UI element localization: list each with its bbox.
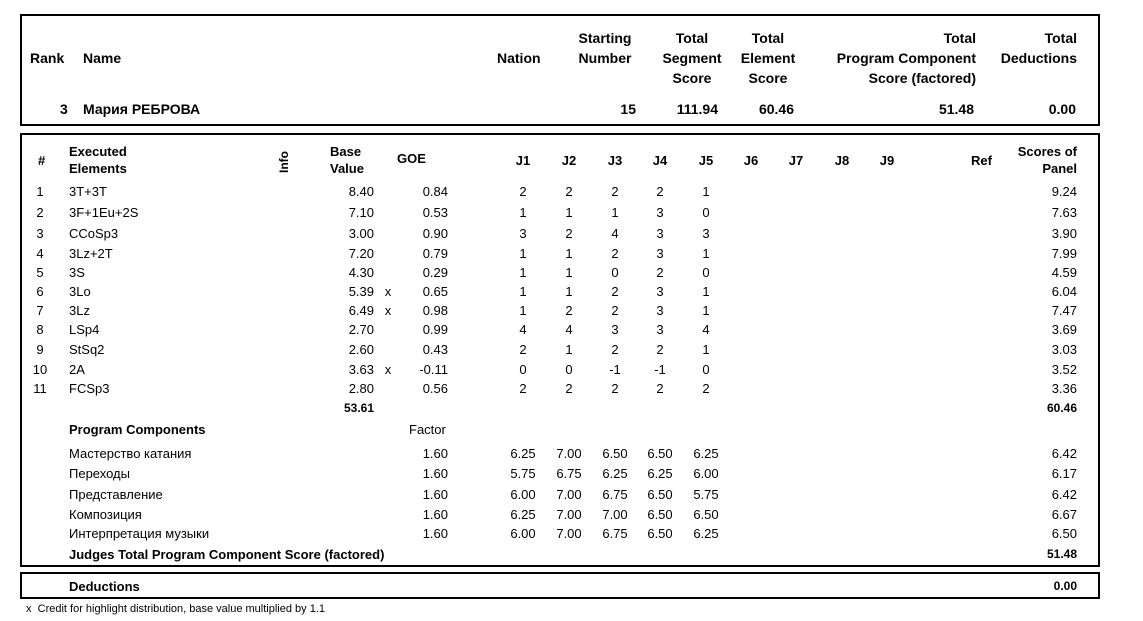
element-base-value: 6.49 <box>348 303 374 318</box>
element-judge-score: 3 <box>656 246 664 261</box>
element-highlight-mark: x <box>384 362 392 377</box>
col-header-j5: J5 <box>698 153 714 168</box>
deductions-label: Deductions <box>69 579 140 594</box>
component-judge-score: 6.00 <box>510 487 536 502</box>
program-components-title: Program Components <box>69 422 206 437</box>
element-number: 6 <box>36 284 44 299</box>
element-judge-score: 1 <box>702 303 710 318</box>
element-name: 3Lz+2T <box>69 246 113 261</box>
element-judge-score: 1 <box>519 303 527 318</box>
element-judge-score: 4 <box>702 322 710 337</box>
element-panel-score: 7.47 <box>1051 303 1077 318</box>
element-judge-score: 2 <box>565 381 573 396</box>
col-header-ref: Ref <box>971 153 992 168</box>
component-judge-score: 7.00 <box>556 487 582 502</box>
element-goe: 0.99 <box>422 322 448 337</box>
element-judge-score: 1 <box>611 205 619 220</box>
element-judge-score: 0 <box>702 362 710 377</box>
element-judge-score: 2 <box>611 381 619 396</box>
element-panel-score: 3.69 <box>1051 322 1077 337</box>
element-base-value: 3.63 <box>348 362 374 377</box>
component-panel-score: 6.42 <box>1051 446 1077 461</box>
element-highlight-mark: x <box>384 284 392 299</box>
component-name: Представление <box>69 487 163 502</box>
footnote <box>26 603 325 615</box>
component-judge-score: 6.50 <box>602 446 628 461</box>
header-nation: Nation <box>497 50 541 66</box>
element-judge-score: 2 <box>656 265 664 280</box>
element-judge-score: 0 <box>702 265 710 280</box>
component-judge-score: 6.50 <box>693 507 719 522</box>
element-panel-score: 3.03 <box>1051 342 1077 357</box>
element-judge-score: 1 <box>702 342 710 357</box>
element-goe: 0.53 <box>422 205 448 220</box>
total-base-value: 53.61 <box>343 401 374 415</box>
col-header-info: Info <box>277 151 291 173</box>
element-judge-score: 3 <box>656 226 664 241</box>
element-goe: 0.98 <box>422 303 448 318</box>
element-name: 3T+3T <box>69 184 107 199</box>
element-goe: 0.84 <box>422 184 448 199</box>
element-judge-score: 2 <box>611 184 619 199</box>
skater-total-segment-score: 111.94 <box>676 101 718 117</box>
element-panel-score: 9.24 <box>1051 184 1077 199</box>
element-number: 2 <box>36 205 44 220</box>
element-number: 7 <box>36 303 44 318</box>
col-header-num: # <box>38 153 46 168</box>
element-judge-score: 1 <box>702 284 710 299</box>
element-base-value: 7.20 <box>348 246 374 261</box>
element-name: CCoSp3 <box>69 226 119 241</box>
skater-rank: 3 <box>60 101 68 117</box>
component-factor: 1.60 <box>422 526 448 541</box>
element-judge-score: 0 <box>519 362 527 377</box>
element-name: 3Lz <box>69 303 90 318</box>
element-number: 1 <box>36 184 44 199</box>
element-panel-score: 6.04 <box>1051 284 1077 299</box>
element-judge-score: 0 <box>565 362 573 377</box>
col-header-j7: J7 <box>788 153 804 168</box>
col-header-base-value: Base Value <box>330 144 364 176</box>
element-judge-score: 2 <box>519 342 527 357</box>
element-judge-score: 1 <box>565 342 573 357</box>
total-scores-of-panel: 60.46 <box>1046 401 1077 415</box>
col-header-j1: J1 <box>515 153 531 168</box>
element-judge-score: 2 <box>611 284 619 299</box>
col-header-executed-elements: Executed Elements <box>69 144 127 176</box>
component-factor: 1.60 <box>422 466 448 481</box>
element-base-value: 8.40 <box>348 184 374 199</box>
component-panel-score: 6.42 <box>1051 487 1077 502</box>
footnote-mark: x <box>26 603 32 615</box>
component-name: Интерпретация музыки <box>69 526 210 541</box>
component-judge-score: 6.50 <box>647 487 673 502</box>
element-name: 2A <box>69 362 85 377</box>
element-goe: 0.29 <box>422 265 448 280</box>
element-goe: 0.56 <box>422 381 448 396</box>
element-judge-score: 4 <box>519 322 527 337</box>
element-judge-score: 0 <box>702 205 710 220</box>
element-judge-score: 2 <box>565 303 573 318</box>
element-judge-score: 1 <box>519 205 527 220</box>
skater-total-program-component-score: 51.48 <box>938 101 974 117</box>
component-judge-score: 6.25 <box>510 507 536 522</box>
element-base-value: 4.30 <box>348 265 374 280</box>
element-judge-score: -1 <box>654 362 666 377</box>
element-panel-score: 7.99 <box>1051 246 1077 261</box>
element-goe: 0.65 <box>422 284 448 299</box>
element-panel-score: 3.52 <box>1051 362 1077 377</box>
element-judge-score: 3 <box>656 303 664 318</box>
component-judge-score: 6.75 <box>602 487 628 502</box>
element-judge-score: 1 <box>565 205 573 220</box>
header-total-program-component-score: Total Program Component Score (factored) <box>836 30 976 86</box>
element-goe: 0.90 <box>422 226 448 241</box>
element-name: 3S <box>69 265 85 280</box>
element-judge-score: -1 <box>609 362 621 377</box>
header-total-segment-score: Total Segment Score <box>662 30 722 86</box>
element-judge-score: 1 <box>565 246 573 261</box>
col-header-j8: J8 <box>834 153 850 168</box>
judges-total-pcs-value: 51.48 <box>1046 547 1077 561</box>
component-panel-score: 6.50 <box>1051 526 1077 541</box>
col-header-j9: J9 <box>879 153 895 168</box>
component-judge-score: 5.75 <box>510 466 536 481</box>
component-name: Переходы <box>69 466 130 481</box>
element-number: 4 <box>36 246 44 261</box>
skater-total-deductions: 0.00 <box>1048 101 1076 117</box>
component-judge-score: 6.25 <box>693 526 719 541</box>
component-judge-score: 6.25 <box>693 446 719 461</box>
component-factor: 1.60 <box>422 507 448 522</box>
element-judge-score: 2 <box>611 303 619 318</box>
component-factor: 1.60 <box>422 487 448 502</box>
element-number: 10 <box>32 362 48 377</box>
skater-total-element-score: 60.46 <box>758 101 794 117</box>
element-judge-score: 1 <box>565 265 573 280</box>
element-judge-score: 2 <box>565 226 573 241</box>
skater-starting-number: 15 <box>620 101 636 117</box>
element-goe: 0.79 <box>422 246 448 261</box>
deductions-box <box>20 572 1100 599</box>
element-judge-score: 1 <box>519 246 527 261</box>
element-base-value: 2.70 <box>348 322 374 337</box>
component-judge-score: 6.25 <box>510 446 536 461</box>
element-judge-score: 1 <box>519 284 527 299</box>
component-judge-score: 7.00 <box>556 526 582 541</box>
element-number: 5 <box>36 265 44 280</box>
element-judge-score: 3 <box>656 284 664 299</box>
element-judge-score: 1 <box>565 284 573 299</box>
component-judge-score: 6.50 <box>647 446 673 461</box>
element-name: 3Lo <box>69 284 91 299</box>
component-judge-score: 6.25 <box>647 466 673 481</box>
element-judge-score: 0 <box>611 265 619 280</box>
element-judge-score: 1 <box>702 246 710 261</box>
element-goe: -0.11 <box>419 362 448 377</box>
element-judge-score: 2 <box>611 342 619 357</box>
element-judge-score: 3 <box>611 322 619 337</box>
element-base-value: 7.10 <box>348 205 374 220</box>
header-total-element-score: Total Element Score <box>740 30 796 86</box>
element-panel-score: 7.63 <box>1051 205 1077 220</box>
element-judge-score: 3 <box>656 322 664 337</box>
element-judge-score: 4 <box>565 322 573 337</box>
element-number: 11 <box>33 381 47 396</box>
component-judge-score: 6.50 <box>647 526 673 541</box>
col-header-j6: J6 <box>743 153 759 168</box>
component-judge-score: 6.00 <box>693 466 719 481</box>
element-name: LSp4 <box>69 322 100 337</box>
element-judge-score: 2 <box>656 342 664 357</box>
component-judge-score: 7.00 <box>556 507 582 522</box>
element-judge-score: 3 <box>702 226 710 241</box>
component-judge-score: 7.00 <box>602 507 628 522</box>
col-header-j4: J4 <box>652 153 668 168</box>
component-judge-score: 7.00 <box>556 446 582 461</box>
footnote-text: Credit for highlight distribution, base value multiplied by 1.1 <box>37 603 326 615</box>
element-number: 8 <box>36 322 44 337</box>
component-panel-score: 6.17 <box>1051 466 1077 481</box>
element-base-value: 3.00 <box>348 226 374 241</box>
element-base-value: 2.80 <box>348 381 374 396</box>
element-highlight-mark: x <box>384 303 392 318</box>
element-judge-score: 3 <box>519 226 527 241</box>
element-name: 3F+1Eu+2S <box>69 205 139 220</box>
element-judge-score: 2 <box>519 381 527 396</box>
header-starting-number: Starting Number <box>578 30 632 66</box>
col-header-j2: J2 <box>561 153 577 168</box>
element-judge-score: 2 <box>656 184 664 199</box>
element-judge-score: 1 <box>519 265 527 280</box>
element-goe: 0.43 <box>422 342 448 357</box>
element-base-value: 5.39 <box>348 284 374 299</box>
element-judge-score: 4 <box>611 226 619 241</box>
header-rank: Rank <box>30 50 65 66</box>
col-header-goe: GOE <box>397 151 426 166</box>
element-base-value: 2.60 <box>348 342 374 357</box>
element-panel-score: 4.59 <box>1051 265 1077 280</box>
element-judge-score: 3 <box>656 205 664 220</box>
element-judge-score: 2 <box>565 184 573 199</box>
element-panel-score: 3.90 <box>1051 226 1077 241</box>
component-judge-score: 6.00 <box>510 526 536 541</box>
element-name: StSq2 <box>69 342 105 357</box>
deductions-value: 0.00 <box>1053 579 1077 593</box>
col-header-j3: J3 <box>607 153 623 168</box>
element-judge-score: 1 <box>702 184 710 199</box>
skater-name: Мария РЕБРОВА <box>83 101 201 117</box>
component-judge-score: 6.25 <box>602 466 628 481</box>
element-judge-score: 2 <box>519 184 527 199</box>
component-name: Композиция <box>69 507 142 522</box>
element-judge-score: 2 <box>656 381 664 396</box>
header-name: Name <box>83 50 122 66</box>
header-total-deductions: Total Deductions <box>1000 30 1077 66</box>
element-number: 9 <box>36 342 44 357</box>
col-header-scores-of-panel: Scores of Panel <box>1017 144 1077 176</box>
element-name: FCSp3 <box>69 381 110 396</box>
element-judge-score: 2 <box>611 246 619 261</box>
element-number: 3 <box>36 226 44 241</box>
component-factor: 1.60 <box>422 446 448 461</box>
factor-label: Factor <box>409 422 446 437</box>
component-judge-score: 5.75 <box>693 487 719 502</box>
component-name: Мастерство катания <box>69 446 192 461</box>
judges-total-pcs-label: Judges Total Program Component Score (factored) <box>69 547 385 562</box>
component-judge-score: 6.75 <box>556 466 582 481</box>
element-judge-score: 2 <box>702 381 710 396</box>
component-judge-score: 6.50 <box>647 507 673 522</box>
element-panel-score: 3.36 <box>1051 381 1077 396</box>
component-judge-score: 6.75 <box>602 526 628 541</box>
component-panel-score: 6.67 <box>1051 507 1077 522</box>
